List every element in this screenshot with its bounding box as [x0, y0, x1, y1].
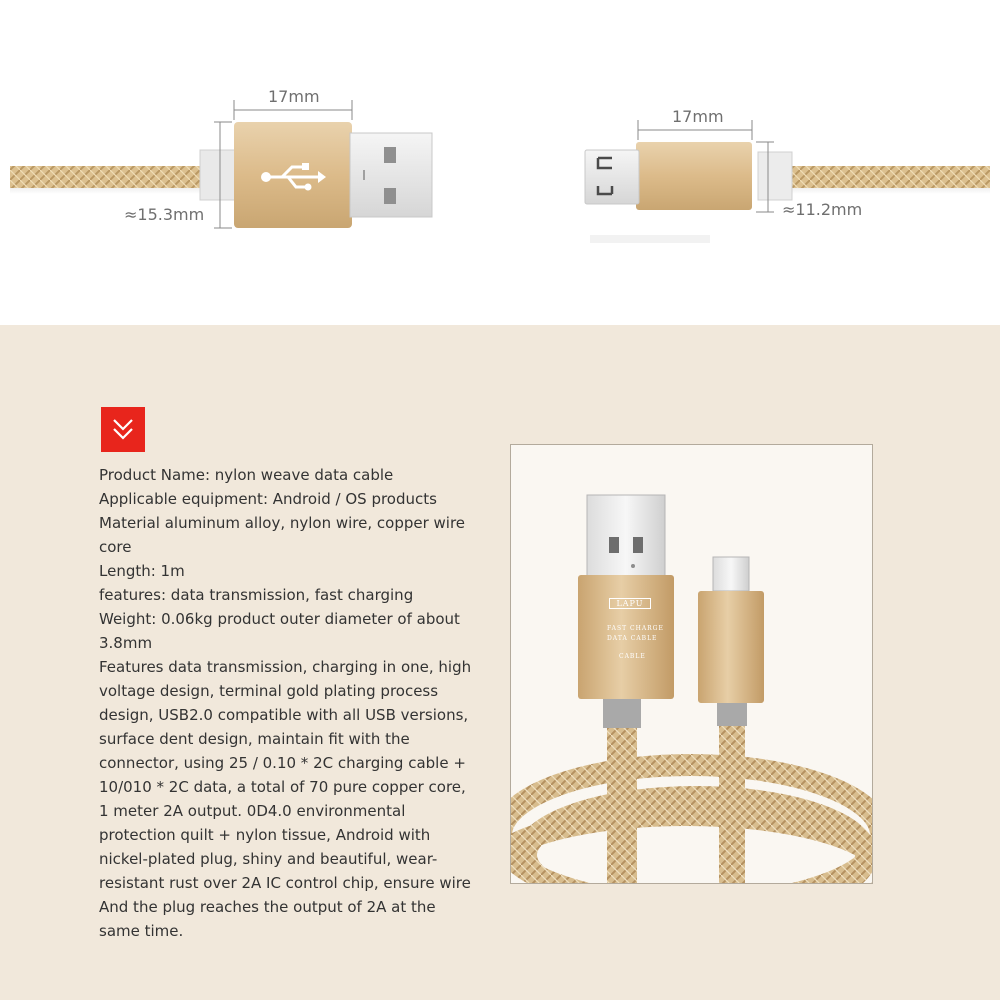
photo-brand-logo: LAPU	[609, 598, 651, 609]
micro-usb-width-label: 17mm	[672, 107, 724, 126]
spec-weight: Weight: 0.06kg product outer diameter of about 3.8mm	[99, 610, 460, 652]
spec-length: Length: 1m	[99, 562, 185, 580]
usb-a-height-label: ≈15.3mm	[124, 205, 205, 224]
usb-a-width-label: 17mm	[268, 87, 320, 106]
photo-brand-line1: FAST CHARGE	[607, 625, 664, 632]
connector-dimension-drawing	[0, 0, 1000, 325]
micro-usb-height-label: ≈11.2mm	[782, 200, 863, 219]
spec-equipment: Applicable equipment: Android / OS products	[99, 490, 437, 508]
usb-a-connector	[10, 122, 432, 228]
micro-usb-connector	[585, 142, 990, 243]
product-photo	[510, 444, 873, 884]
double-chevron-down-icon	[101, 407, 145, 452]
photo-brand-line2: DATA CABLE	[607, 635, 658, 642]
cable-coils	[511, 765, 872, 883]
product-spec-list	[99, 463, 479, 943]
section-badge	[101, 407, 145, 452]
spec-product-name: Product Name: nylon weave data cable	[99, 466, 394, 484]
spec-material: Material aluminum alloy, nylon wire, copper wire core	[99, 514, 466, 556]
dimension-section	[0, 0, 1000, 325]
cable-illustration	[511, 445, 872, 883]
product-info-section	[0, 325, 1000, 1000]
spec-features: features: data transmission, fast charging	[99, 586, 414, 604]
spec-description: Features data transmission, charging in one, high voltage design, terminal gold plating process design, USB2.0 compatible with all USB versions, surface dent design, maintain fit with the connector, using 25 / 0.10 * 2C charging cable + 10/010 * 2C data, a total of 70 pure copper core, 1 meter 2A output. 0D4.0 environmental protection quilt + nylon tissue, Android with nickel-plated plug, shiny and beautiful, wear-resistant rust over 2A IC control chip, ensure wire And the plug reaches the output of 2A at the same time.	[99, 658, 472, 940]
photo-brand-line3: CABLE	[619, 653, 646, 660]
